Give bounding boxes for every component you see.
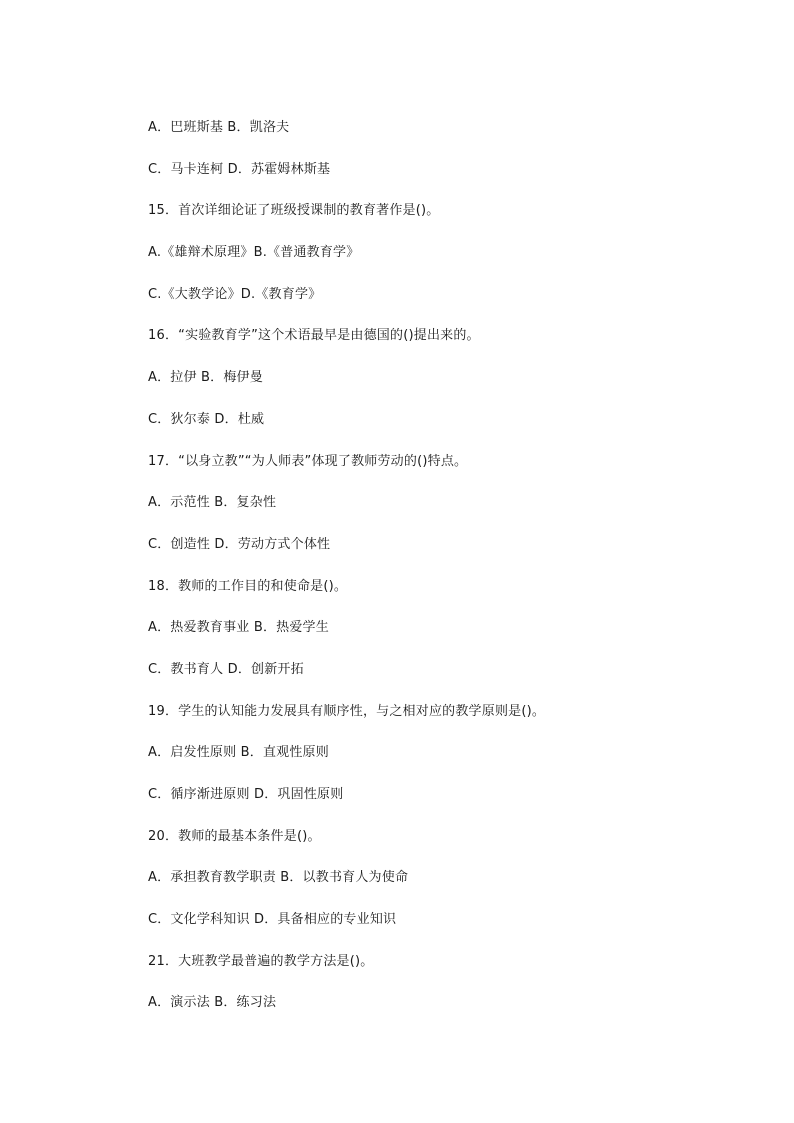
option-line-20ab: A．承担教育教学职责 B．以教书育人为使命 <box>148 870 409 886</box>
question-20: 20．教师的最基本条件是()。 <box>148 828 321 844</box>
option-line-16cd: C．狄尔泰 D．杜威 <box>148 411 265 427</box>
question-19: 19．学生的认知能力发展具有顺序性，与之相对应的教学原则是()。 <box>148 703 546 719</box>
option-line-16ab: A．拉伊 B．梅伊曼 <box>148 370 263 386</box>
option-line-17cd: C．创造性 D．劳动方式个体性 <box>148 536 331 552</box>
option-line-14cd: C．马卡连柯 D．苏霍姆林斯基 <box>148 161 331 177</box>
option-line-14ab: A．巴班斯基 B．凯洛夫 <box>148 120 290 135</box>
option-line-19ab: A．启发性原则 B．直观性原则 <box>148 745 329 761</box>
option-line-17ab: A．示范性 B．复杂性 <box>148 495 277 511</box>
option-line-18ab: A．热爱教育事业 B．热爱学生 <box>148 620 329 636</box>
option-line-15ab: A.《雄辩术原理》B.《普通教育学》 <box>148 245 360 261</box>
option-line-19cd: C．循序渐进原则 D．巩固性原则 <box>148 787 344 802</box>
question-16: 16．“实验教育学”这个术语最早是由德国的()提出来的。 <box>148 328 480 344</box>
question-17: 17．“以身立教”“为人师表”体现了教师劳动的()特点。 <box>148 453 468 469</box>
option-line-18cd: C．教书育人 D．创新开拓 <box>148 661 304 677</box>
question-18: 18．教师的工作目的和使命是()。 <box>148 578 348 594</box>
question-21: 21．大班教学最普遍的教学方法是()。 <box>148 953 374 969</box>
option-line-20cd: C．文化学科知识 D．具备相应的专业知识 <box>148 912 397 928</box>
option-line-21ab: A．演示法 B．练习法 <box>148 995 277 1011</box>
question-list <box>148 116 748 1033</box>
option-line-15cd: C.《大教学论》D.《教育学》 <box>148 286 322 302</box>
question-15: 15．首次详细论证了班级授课制的教育著作是()。 <box>148 203 440 219</box>
